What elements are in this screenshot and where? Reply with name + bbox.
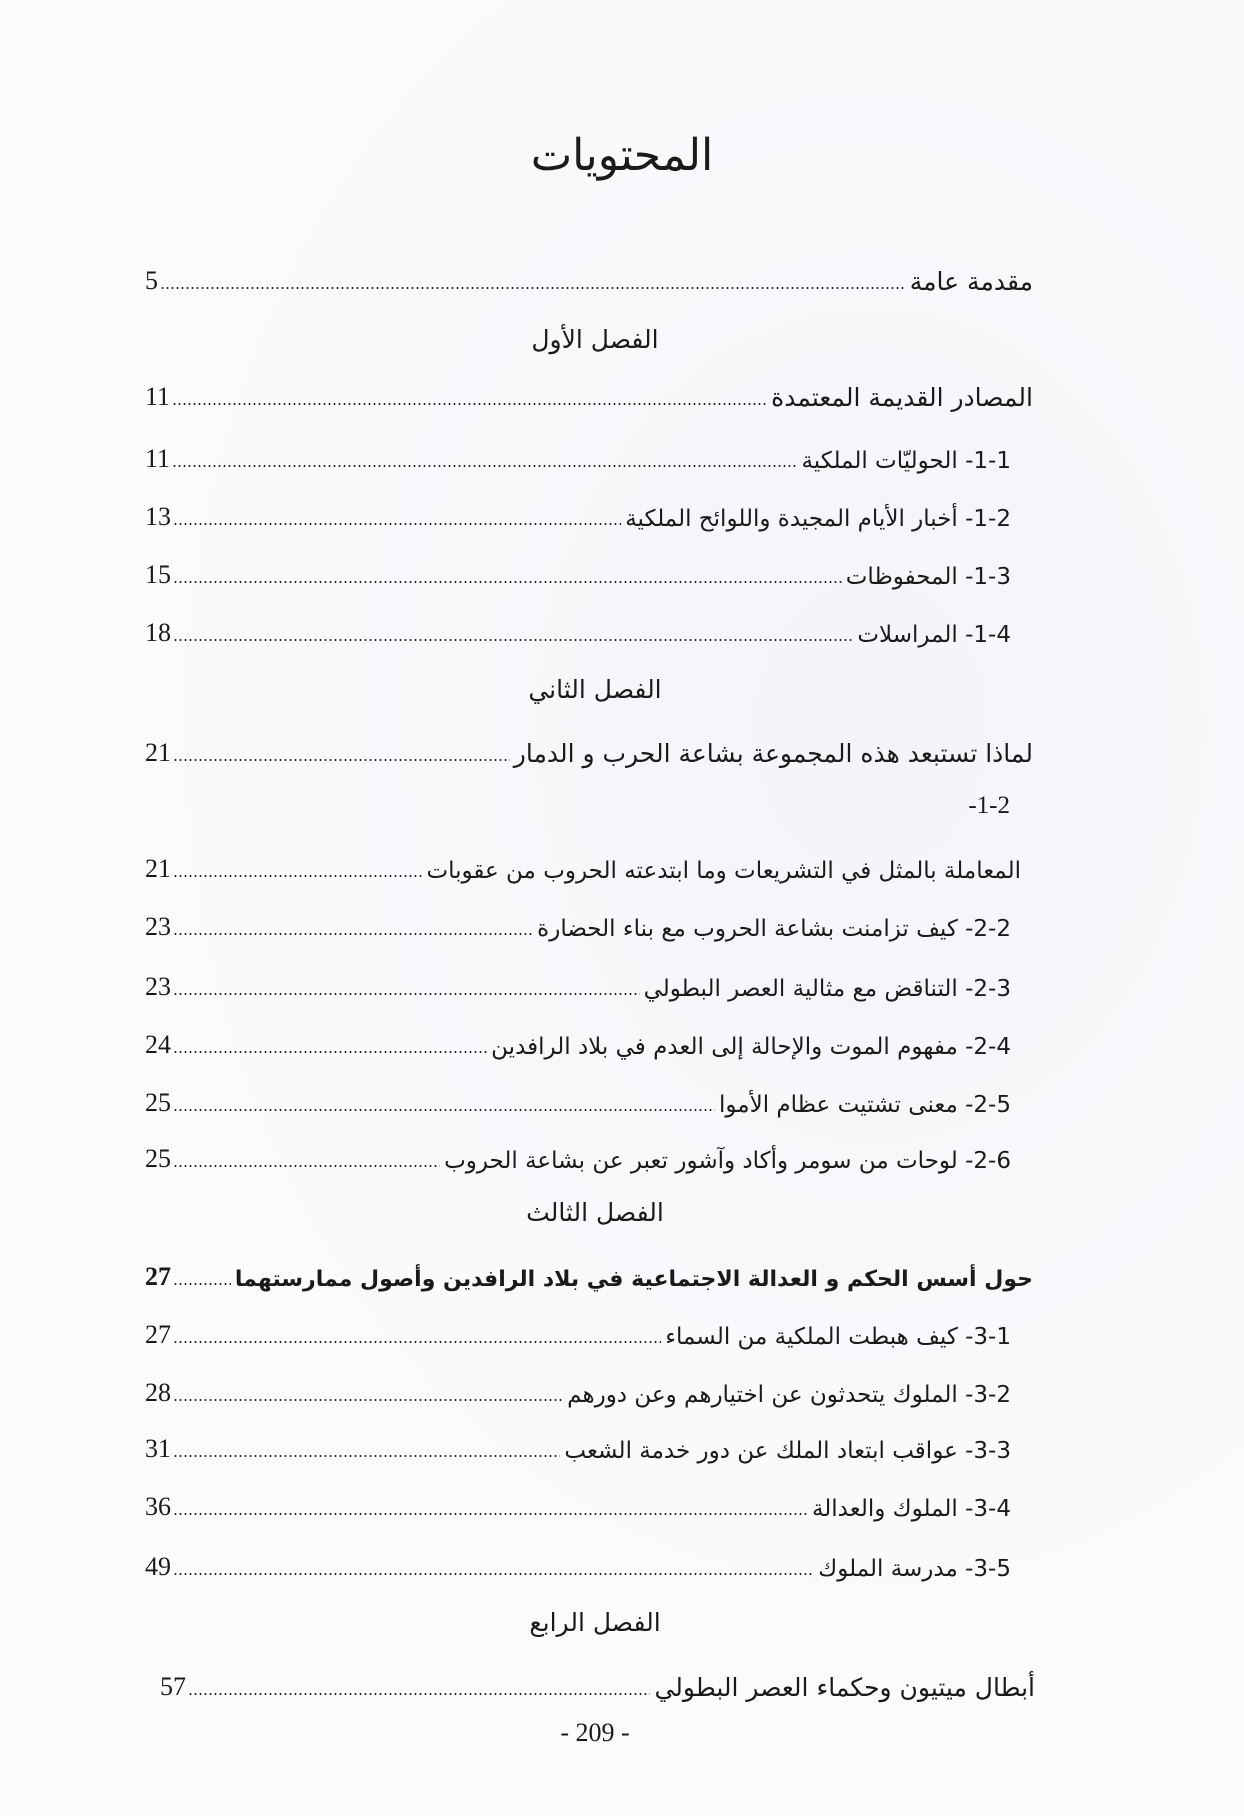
entry-page: 5: [145, 266, 158, 295]
entry-label: مقدمة عامة: [909, 267, 1033, 296]
entry-page: 21: [145, 738, 171, 767]
entry-label: 2-5- معنى تشتيت عظام الأموا: [719, 1092, 1011, 1118]
dot-leader: [173, 1050, 487, 1054]
entry-label: لماذا تستبعد هذه المجموعة بشاعة الحرب و الدمار: [513, 739, 1033, 768]
toc-entry-main[interactable]: [145, 734, 1033, 768]
entry-label: 3-1- كيف هبطت الملكية من السماء: [665, 1324, 1011, 1350]
dot-leader: [173, 1512, 808, 1516]
toc-entry[interactable]: [145, 908, 1011, 942]
entry-label: 3-3- عواقب ابتعاد الملك عن دور خدمة الشعب: [564, 1438, 1011, 1464]
entry-label: المصادر القديمة المعتمدة: [771, 383, 1033, 412]
entry-page: 27: [145, 1262, 171, 1291]
toc-entry[interactable]: [145, 1140, 1011, 1174]
entry-page: 24: [145, 1030, 171, 1059]
dot-leader: [173, 1340, 661, 1344]
toc-entry[interactable]: [145, 1430, 1011, 1464]
entry-label: 2-4- مفهوم الموت والإحالة إلى العدم في بلاد الرافدين: [491, 1034, 1011, 1060]
entry-page: 11: [145, 382, 171, 411]
entry-page: 21: [145, 854, 171, 883]
dot-leader: [172, 402, 767, 406]
entry-label: أبطال ميتيون وحكماء العصر البطولي: [654, 1673, 1035, 1702]
chapter-heading: الفصل الثاني: [528, 675, 662, 704]
entry-page: 49: [145, 1552, 171, 1581]
entry-label: المعاملة بالمثل في التشريعات وما ابتدعته الحروب من عقوبات: [426, 858, 1021, 884]
entry-page: 57: [160, 1672, 186, 1701]
entry-page: 36: [145, 1492, 171, 1521]
entry-label: 3-2- الملوك يتحدثون عن اختيارهم وعن دورهم: [567, 1382, 1011, 1408]
dot-leader: [173, 1572, 814, 1576]
entry-label: 3-4- الملوك والعدالة: [811, 1496, 1011, 1522]
entry-page: 27: [145, 1320, 171, 1349]
entry-page: 23: [145, 972, 171, 1001]
dot-leader: [173, 932, 533, 936]
entry-page: 28: [145, 1378, 171, 1407]
dot-leader: [173, 1454, 560, 1458]
entry-label: حول أسس الحكم و العدالة الاجتماعية في بلاد الرافدين وأصول ممارستهما: [234, 1267, 1033, 1292]
entry-label: 2-3- التناقض مع مثالية العصر البطولي: [643, 976, 1011, 1002]
toc-entry[interactable]: [145, 1026, 1011, 1060]
chapter-heading: الفصل الأول: [531, 325, 659, 354]
toc-entry[interactable]: [145, 1488, 1011, 1522]
dot-leader: [160, 286, 906, 290]
toc-entry-main[interactable]: [145, 1258, 1033, 1292]
chapter-heading: الفصل الثالث: [526, 1198, 664, 1227]
toc-entry[interactable]: [145, 850, 1021, 884]
page-number: - 209 -: [560, 1718, 630, 1747]
entry-label: 1-3- المحفوظات: [845, 564, 1011, 590]
entry-page: 31: [145, 1434, 171, 1463]
dot-leader: [173, 758, 510, 762]
entry-label: 2-6- لوحات من سومر وأكاد وآشور تعبر عن بشاعة الحروب: [444, 1148, 1011, 1174]
dot-leader: [173, 1398, 563, 1402]
dot-leader: [188, 1692, 650, 1696]
dot-leader: [173, 638, 853, 642]
page-title: المحتويات: [530, 130, 714, 181]
dot-leader: [173, 1108, 715, 1112]
entry-page: 25: [145, 1144, 171, 1173]
entry-page: 18: [145, 618, 171, 647]
entry-page: 25: [145, 1088, 171, 1117]
toc-entry[interactable]: [145, 1316, 1011, 1350]
toc-entry[interactable]: [145, 968, 1011, 1002]
dot-leader: [173, 874, 422, 878]
entry-label: 1-1- الحوليّات الملكية: [801, 448, 1011, 474]
toc-entry-main[interactable]: [145, 378, 1033, 412]
entry-page: 15: [145, 560, 171, 589]
toc-entry[interactable]: [145, 614, 1011, 648]
toc-entry[interactable]: [145, 498, 1011, 532]
toc-entry-main[interactable]: [160, 1668, 1035, 1702]
entry-label: 3-5- مدرسة الملوك: [818, 1556, 1011, 1582]
dot-leader: [173, 1164, 440, 1168]
toc-entry[interactable]: [145, 556, 1011, 590]
entry-label: 1-4- المراسلات: [857, 622, 1011, 648]
toc-entry[interactable]: [145, 440, 1011, 474]
dot-leader: [172, 464, 797, 468]
entry-page: 23: [145, 912, 171, 941]
toc-entry-intro[interactable]: [145, 262, 1033, 296]
dot-leader: [173, 992, 640, 996]
dot-leader: [173, 580, 842, 584]
section-number: -1-2: [968, 792, 1010, 819]
toc-entry[interactable]: [145, 1548, 1011, 1582]
entry-page: 11: [145, 444, 171, 473]
toc-entry[interactable]: [145, 1374, 1011, 1408]
dot-leader: [173, 522, 621, 526]
dot-leader: [173, 1282, 231, 1286]
entry-page: 13: [145, 502, 171, 531]
entry-label: 1-2- أخبار الأيام المجيدة واللوائح الملكية: [625, 506, 1011, 532]
toc-entry[interactable]: [145, 1084, 1011, 1118]
entry-label: 2-2- كيف تزامنت بشاعة الحروب مع بناء الحضارة: [537, 916, 1011, 942]
chapter-heading: الفصل الرابع: [529, 1608, 661, 1637]
